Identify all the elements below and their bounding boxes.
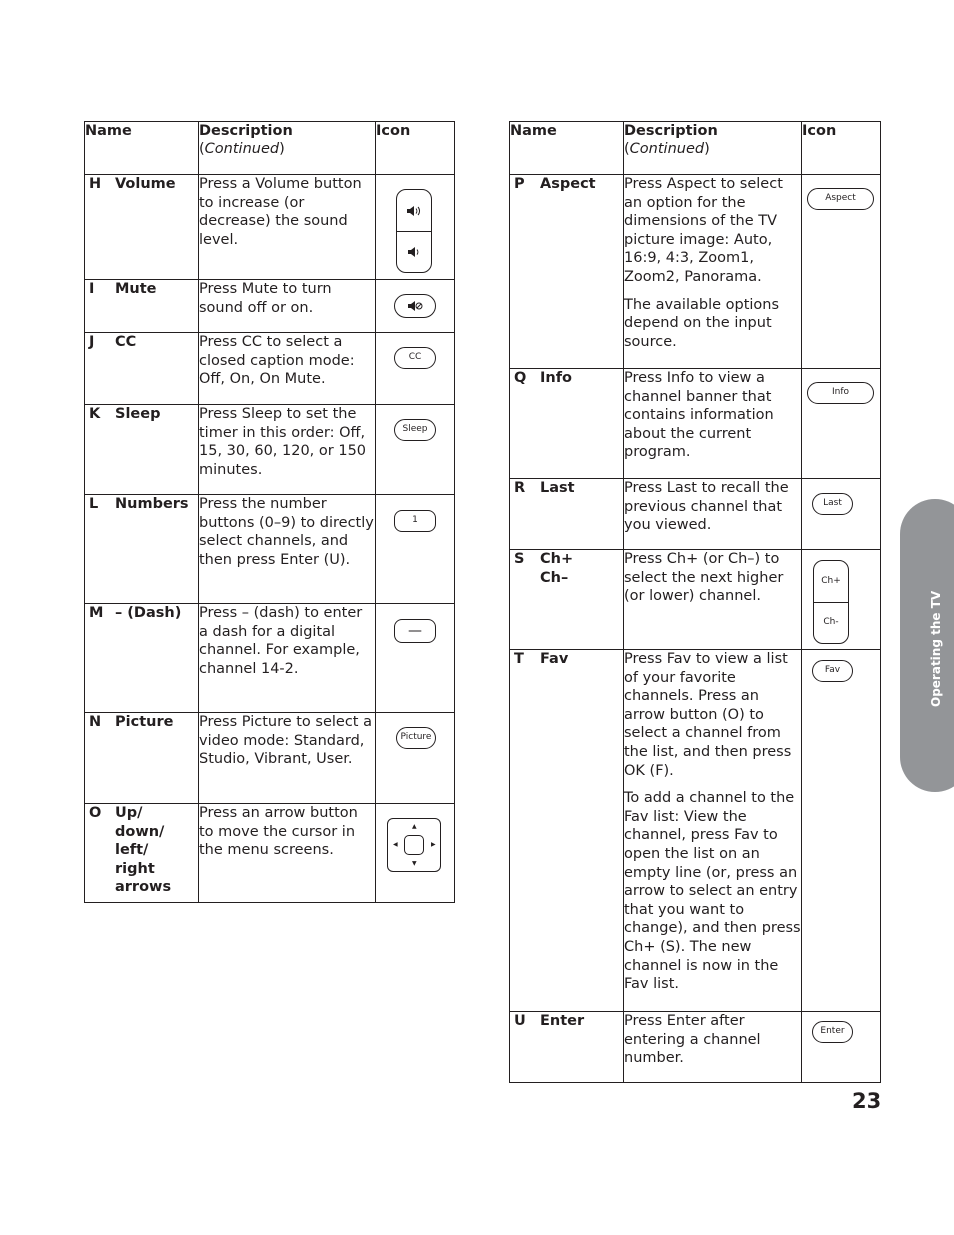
section-tab [900,499,954,792]
row-description: Press Picture to select a video mode: Standard, Studio, Vibrant, User. [199,714,372,768]
table-row [85,280,455,333]
header-description [624,122,802,175]
row-name: Fav [540,651,569,667]
table-row [85,495,455,604]
row-letter: H [89,176,102,192]
arrow-pad-icon [387,818,441,872]
row-description: Press an arrow button to move the cursor in the menu screens. [199,805,358,859]
row-description: Press Sleep to set the timer in this order: Off, 15, 30, 60, 120, or 150 minutes. [199,406,367,478]
row-description: Press Mute to turn sound off or on. [199,281,332,316]
remote-buttons-table-left [84,121,455,903]
aspect-button-icon: Aspect [807,188,874,210]
row-name: Info [540,370,572,386]
row-name: – (Dash) [115,605,182,621]
table-row [85,175,455,280]
channel-up-label: Ch+ [821,576,841,587]
row-name: Ch+ Ch– [540,551,574,586]
header-name: Name [510,122,624,175]
row-letter: O [89,805,102,821]
row-name: Up/ down/ left/ right arrows [115,805,172,896]
row-letter: L [89,496,99,512]
row-name: Enter [540,1013,585,1029]
section-tab-label: Operating the TV [929,590,943,707]
table-row [85,604,455,713]
row-letter: I [89,281,95,297]
sleep-button-icon: Sleep [394,419,436,441]
channel-down-label: Ch- [823,617,839,628]
last-button-icon: Last [812,493,853,515]
row-letter: R [514,480,526,496]
table-row [85,405,455,495]
down-arrow-icon: ▼ [412,860,417,867]
header-icon: Icon [376,122,455,175]
row-description: Press – (dash) to enter a dash for a digital channel. For example, channel 14-2. [199,605,363,677]
row-name: Aspect [540,176,596,192]
arrow-pad-center-icon [404,835,424,855]
header-continued: (Continued) [199,141,285,157]
table-row [510,369,881,479]
row-letter: S [514,551,525,567]
row-name: Last [540,480,575,496]
row-description-note: The available options depend on the input source. [624,296,780,350]
volume-rocker-icon [396,189,432,273]
header-icon: Icon [802,122,881,175]
row-letter: Q [514,370,527,386]
table-row [510,650,881,1012]
row-name: Volume [115,176,176,192]
up-arrow-icon: ▲ [412,823,417,830]
header-description [199,122,376,175]
row-name: Sleep [115,406,161,422]
header-description-label: Description [624,123,718,139]
enter-button-icon: Enter [812,1021,853,1043]
row-description: Press Ch+ (or Ch–) to select the next higher (or lower) channel. [624,551,784,605]
speaker-mute-icon [407,300,423,312]
row-letter: U [514,1013,526,1029]
mute-icon [394,294,436,318]
row-letter: J [89,334,95,350]
picture-button-icon: Picture [396,727,436,749]
speaker-down-icon [407,246,421,258]
row-description: Press a Volume button to increase (or decrease) the sound level. [199,176,362,248]
row-name: Picture [115,714,174,730]
dash-button-icon: — [394,619,436,643]
header-name: Name [85,122,199,175]
header-description-label: Description [199,123,293,139]
row-letter: K [89,406,101,422]
row-letter: T [514,651,524,667]
row-description: Press Enter after entering a channel number. [624,1013,761,1067]
right-arrow-icon: ▶ [431,841,436,848]
left-arrow-icon: ◀ [393,841,398,848]
table-row [510,550,881,650]
speaker-up-icon [406,205,422,217]
row-description: Press Aspect to select an option for the dimensions of the TV picture image: Auto, 16:9, 4:3, Zoom1, Zoom2, Panorama. [624,176,783,285]
table-row [510,175,881,369]
table-header-row [85,122,455,175]
number-button-icon: 1 [394,510,436,532]
row-letter: N [89,714,102,730]
table-header-row [510,122,881,175]
fav-button-icon: Fav [812,660,853,682]
table-row [85,713,455,804]
table-row [510,1012,881,1083]
row-letter: M [89,605,104,621]
page-number: 23 [852,1089,882,1113]
table-row [85,333,455,405]
row-description-note: To add a channel to the Fav list: View the channel, press Fav to open the list on an empty line (or, press an arrow to select an entry that you want to change), and then press Ch+ (S). The new channel is now in the Fav list. [624,790,801,993]
table-row [85,804,455,903]
table-row [510,479,881,550]
header-continued: (Continued) [624,141,710,157]
row-description: Press CC to select a closed caption mode: Off, On, On Mute. [199,334,355,388]
cc-button-icon: CC [394,347,436,369]
row-description: Press Info to view a channel banner that contains information about the current program. [624,370,774,461]
row-name: Mute [115,281,157,297]
row-letter: P [514,176,525,192]
row-description: Press Last to recall the previous channel that you viewed. [624,480,789,534]
row-name: Numbers [115,496,189,512]
remote-buttons-table-right [509,121,881,1083]
info-button-icon: Info [807,382,874,404]
row-description: Press Fav to view a list of your favorite channels. Press an arrow button (O) to select a channel from the list, and then press OK (F). [624,651,792,779]
row-name: CC [115,334,137,350]
row-description: Press the number buttons (0–9) to directly select channels, and then press Enter (U). [199,496,374,568]
channel-rocker-icon [813,560,849,644]
